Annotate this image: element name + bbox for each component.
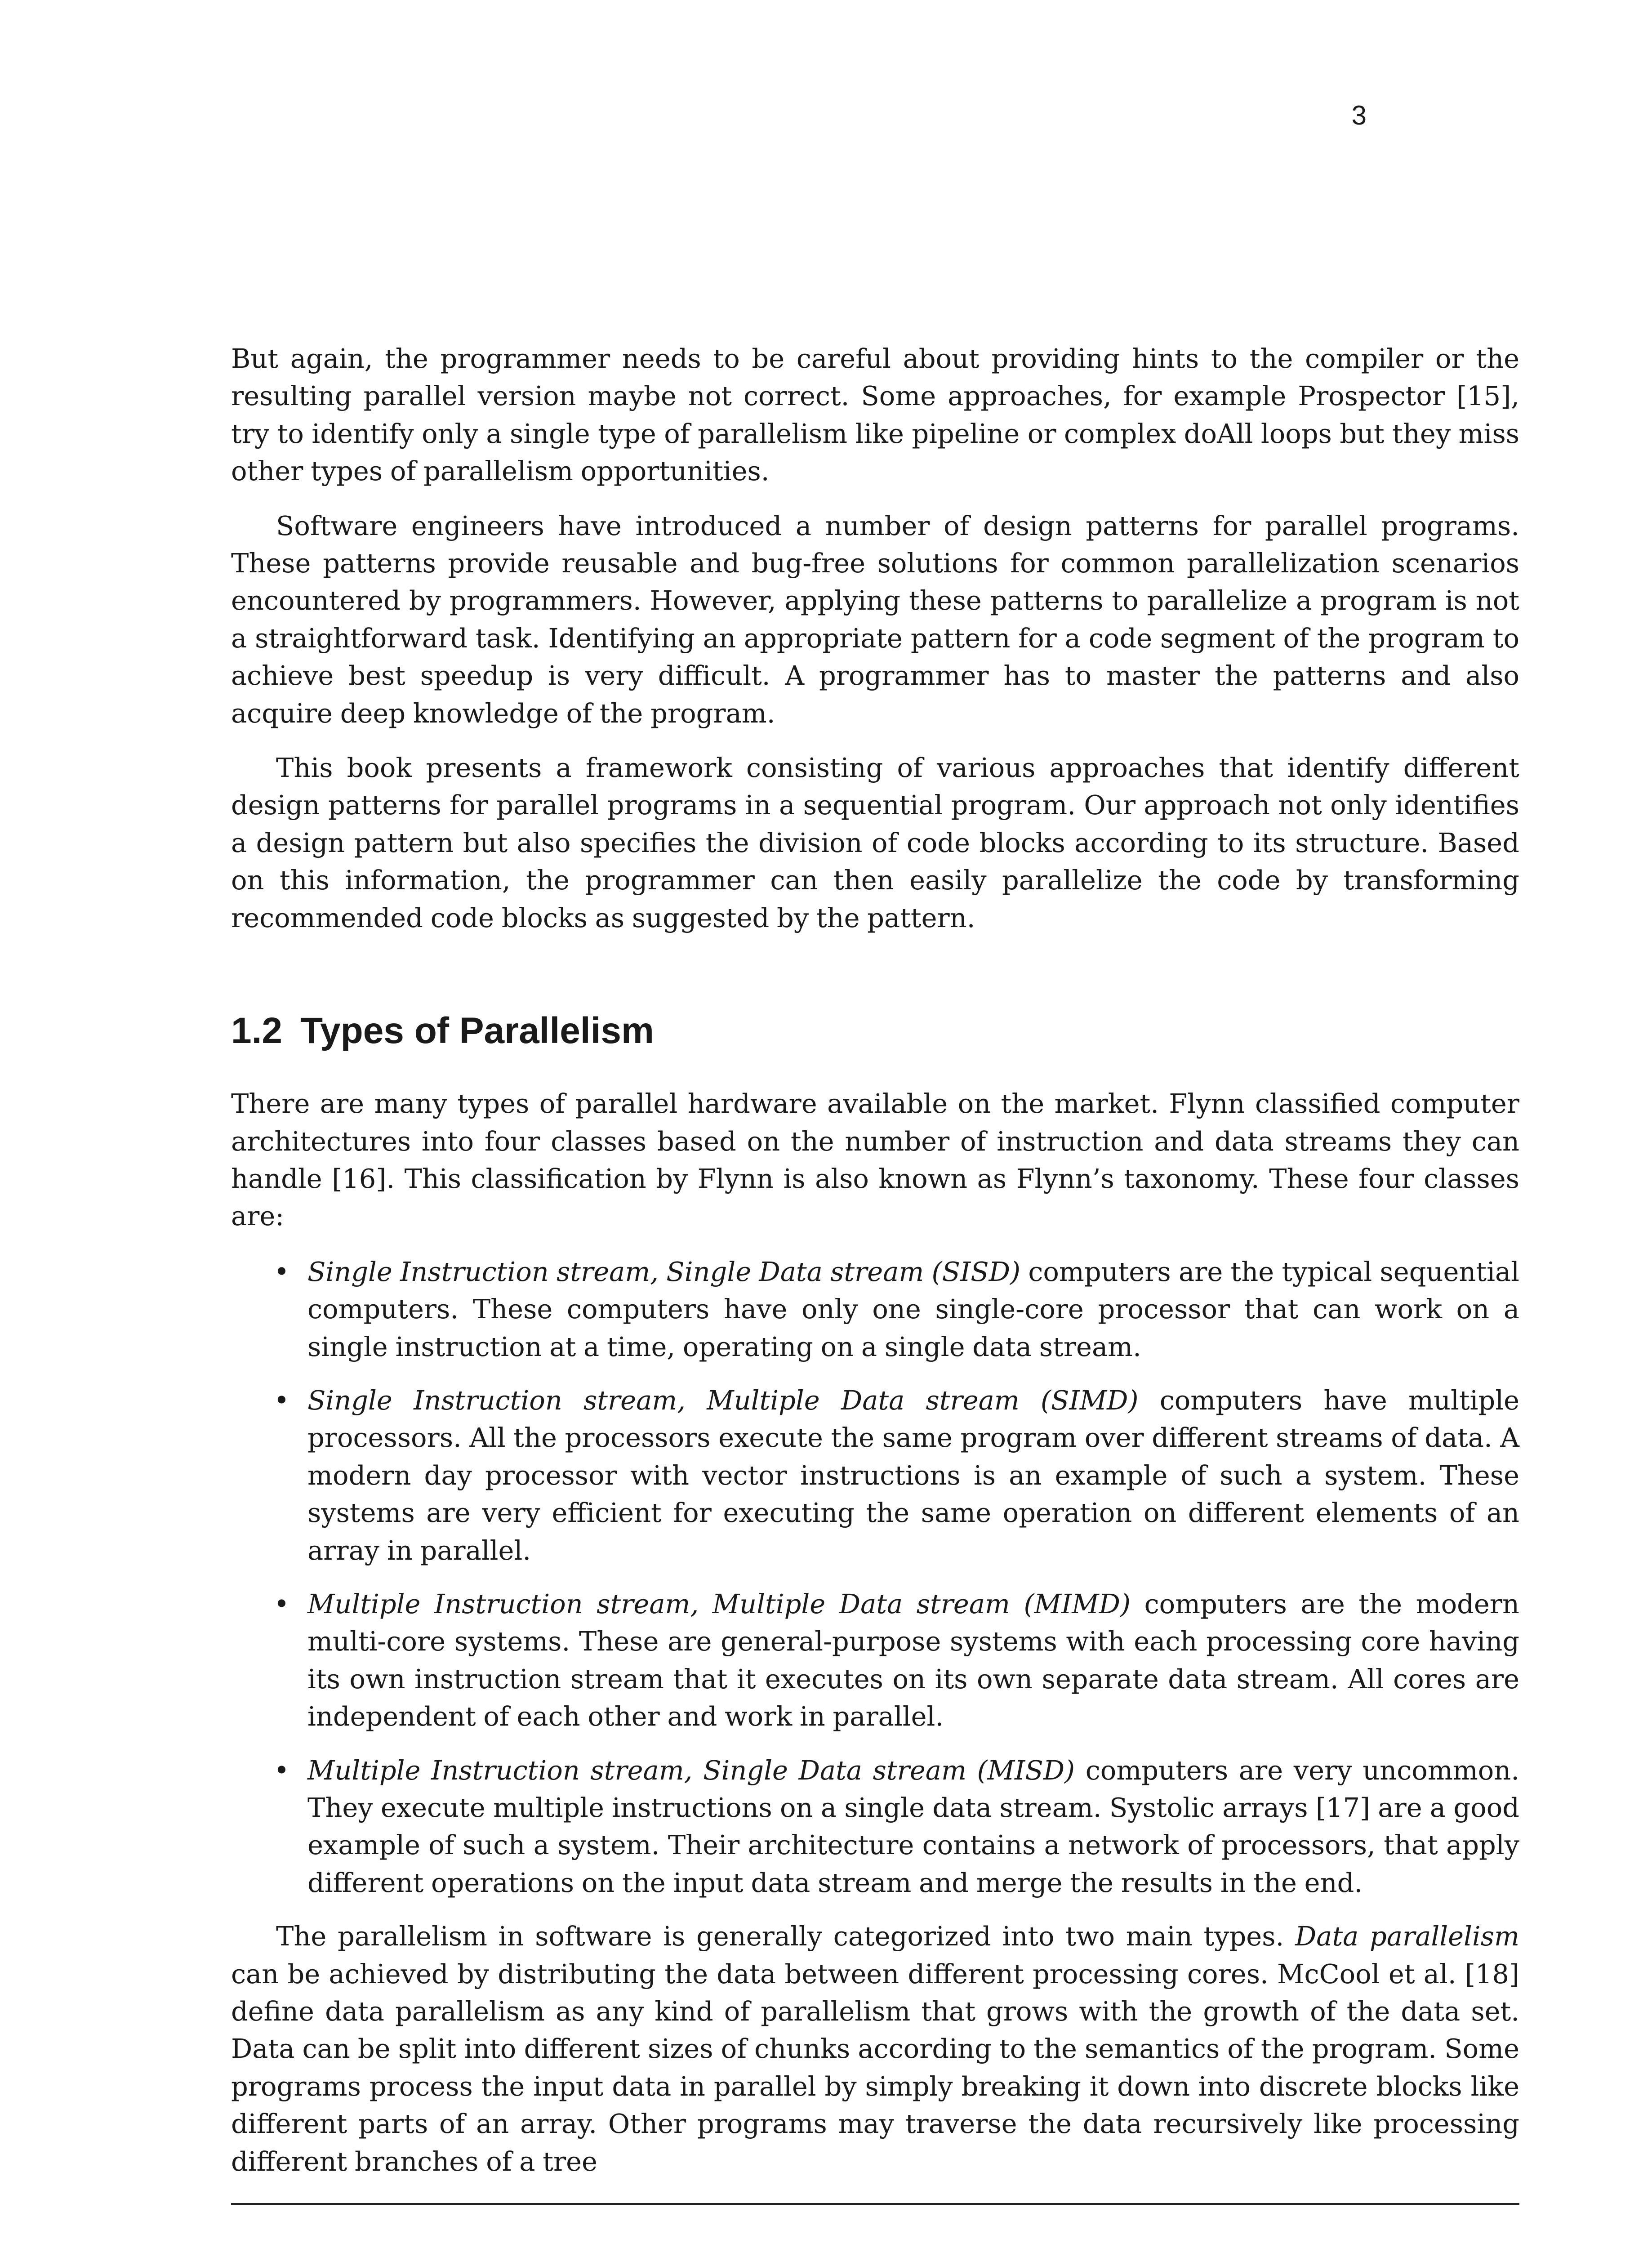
class-name: Multiple Instruction stream, Single Data stream (MISD) xyxy=(307,1754,1075,1786)
class-description: computers are very uncommon. They execute multiple instructions on a single data stream. Systolic arrays [17] are a good example of such a system. Their architecture contains a network of processors, that apply different operations on the input data stream and merge the results in the end. xyxy=(307,1754,1519,1898)
section-heading xyxy=(231,1008,1519,1085)
closing-text-after: can be achieved by distributing the data between different processing cores. McCool et al. [18] define data parallelism as any kind of parallelism that grows with the growth of the data set. Data can be split into different sizes of chunks according to the semantics of the program. Some programs process the input data in parallel by simply breaking it down into discrete blocks like different parts of an array. Other programs may traverse the data recursively like processing different branches of a tree xyxy=(231,1958,1519,2177)
class-name: Single Instruction stream, Multiple Data stream (SIMD) xyxy=(307,1384,1139,1416)
intro-paragraph-3: This book presents a framework consisting of various approaches that identify different design patterns for parallel programs in a sequential program. Our approach not only identifies a design pattern but also specifies the division of code blocks according to its structure. Based on this information, the programmer can then easily parallelize the code by transforming recommended code blocks as suggested by the pattern. xyxy=(231,752,1519,933)
bullet-icon: • xyxy=(274,1588,289,1619)
class-name: Single Instruction stream, Single Data stream (SISD) xyxy=(307,1256,1021,1287)
class-description: computers have multiple processors. All the processors execute the same program over different streams of data. A modern day processor with vector instructions is an example of such a system. These systems are very efficient for executing the same operation on different elements of an array in parallel. xyxy=(307,1384,1519,1566)
page-body xyxy=(231,340,1519,2180)
bullet-icon: • xyxy=(274,1384,289,1416)
class-description: computers are the modern multi-core systems. These are general-purpose systems with each processing core having its own instruction stream that it executes on its own separate data stream. All cores are independent of each other and work in parallel. xyxy=(307,1588,1519,1732)
page-number: 3 xyxy=(1351,100,1367,130)
class-name: Multiple Instruction stream, Multiple Data stream (MIMD) xyxy=(307,1588,1131,1619)
bullet-icon: • xyxy=(274,1754,289,1786)
class-description: computers are the typical sequential computers. These computers have only one single-core processor that can work on a single instruction at a time, operating on a single data stream. xyxy=(307,1256,1520,1362)
section-title: Types of Parallelism xyxy=(300,1010,654,1052)
list-item-mimd xyxy=(231,1585,1519,1735)
intro-paragraph-1: But again, the programmer needs to be careful about providing hints to the compiler or the resulting parallel version maybe not correct. Some approaches, for example Prospector [15], try to identify only a single type of parallelism like pipeline or complex doAll loops but they miss other types of parallelism opportunities. xyxy=(231,343,1519,487)
footer-rule xyxy=(231,2203,1519,2205)
bullet-icon: • xyxy=(274,1256,289,1287)
list-item-misd xyxy=(231,1752,1519,1902)
list-item-simd xyxy=(231,1382,1519,1569)
closing-term: Data parallelism xyxy=(1295,1921,1520,1952)
closing-text-before: The parallelism in software is generally categorized into two main types. xyxy=(276,1921,1295,1952)
section-number: 1.2 xyxy=(231,1010,282,1052)
closing-paragraph xyxy=(231,1918,1519,2180)
intro-paragraph-2: Software engineers have introduced a number of design patterns for parallel programs. These patterns provide reusable and bug-free solutions for common parallelization scenarios encountered by programmers. However, applying these patterns to parallelize a program is not a straightforward task. Identifying an appropriate pattern for a code segment of the program to achieve best speedup is very difficult. A programmer has to master the patterns and also acquire deep knowledge of the program. xyxy=(231,510,1519,729)
list-item-sisd xyxy=(231,1253,1519,1365)
section-intro-paragraph: There are many types of parallel hardware available on the market. Flynn classified computer architectures into four classes based on the number of instruction and data streams they can handle [16]. This classification by Flynn is also known as Flynn’s taxonomy. These four classes are: xyxy=(231,1088,1519,1232)
flynn-taxonomy-list xyxy=(231,1253,1519,1902)
